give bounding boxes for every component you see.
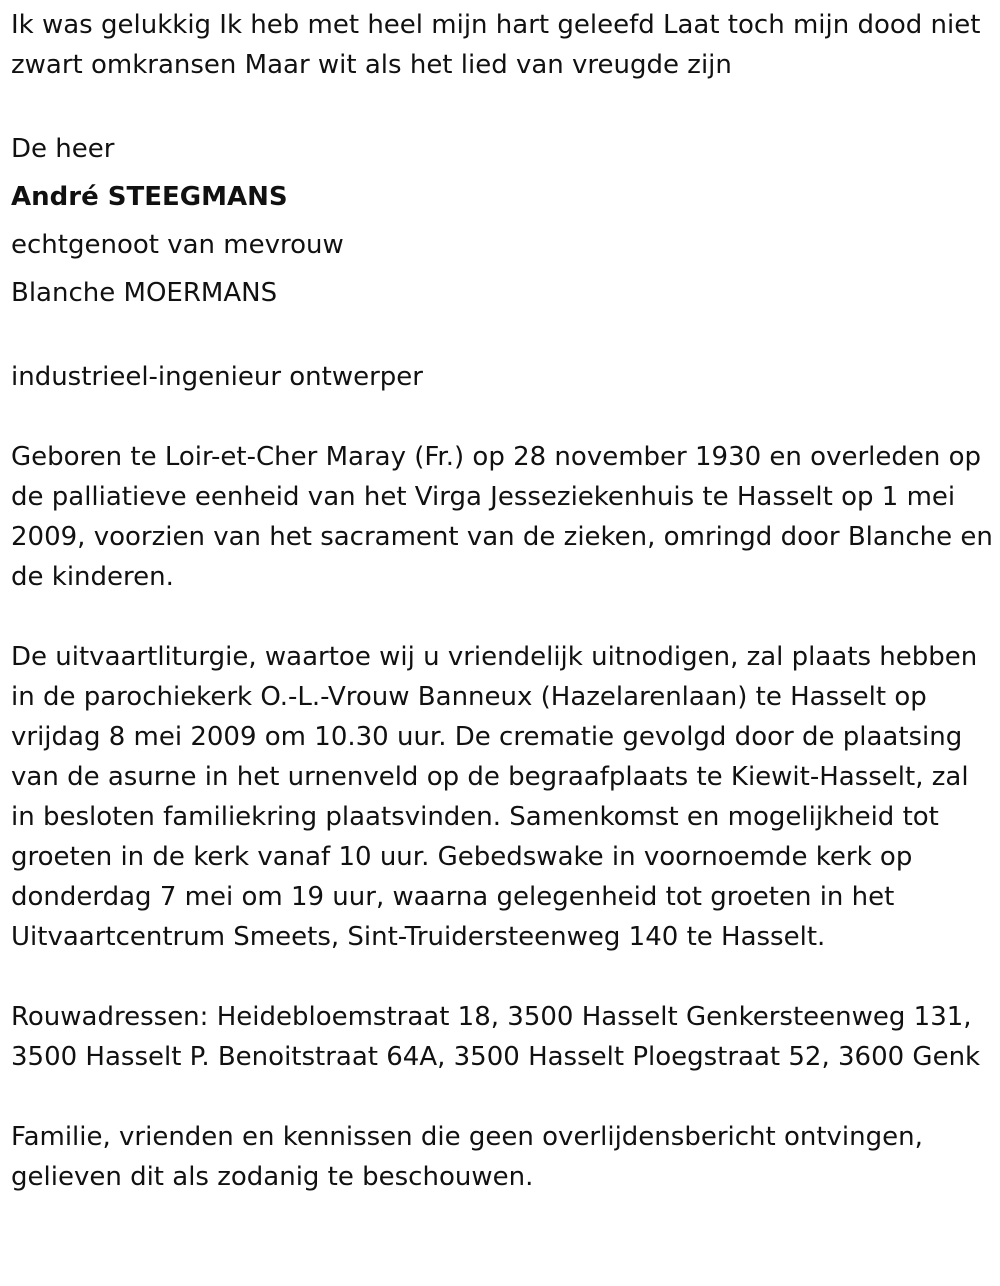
spacer	[11, 1077, 993, 1117]
obituary-document	[11, 5, 993, 1197]
profession: industrieel-ingenieur ontwerper	[11, 362, 423, 392]
salutation: De heer	[11, 134, 115, 164]
spacer	[11, 597, 993, 637]
closing-paragraph: Familie, vrienden en kennissen die geen overlijdensbericht ontvingen, gelieven dit als zodanig te beschouwen.	[11, 1122, 923, 1192]
relation-text: echtgenoot van mevrouw	[11, 230, 344, 260]
spacer	[11, 397, 993, 437]
deceased-name: André STEEGMANS	[11, 182, 288, 212]
spacer	[11, 317, 993, 357]
spacer	[11, 957, 993, 997]
motto-paragraph: Ik was gelukkig Ik heb met heel mijn hart geleefd Laat toch mijn dood niet zwart omkransen Maar wit als het lied van vreugde zijn	[11, 10, 981, 80]
funeral-paragraph: De uitvaartliturgie, waartoe wij u vriendelijk uitnodigen, zal plaats hebben in de parochiekerk O.-L.-Vrouw Banneux (Hazelarenlaan) te Hasselt op vrijdag 8 mei 2009 om 10.30 uur. De crematie gevolgd door de plaatsing van de asurne in het urnenveld op de begraafplaats te Kiewit-Hasselt, zal in besloten familiekring plaatsvinden. Samenkomst en mogelijkheid tot groeten in de kerk vanaf 10 uur. Gebedswake in voornoemde kerk op donderdag 7 mei om 19 uur, waarna gelegenheid tot groeten in het Uitvaartcentrum Smeets, Sint-Truidersteenweg 140 te Hasselt.	[11, 642, 978, 952]
addresses-paragraph: Rouwadressen: Heidebloemstraat 18, 3500 Hasselt Genkersteenweg 131, 3500 Hasselt P. Benoitstraat 64A, 3500 Hasselt Ploegstraat 52, 3600 Genk	[11, 1002, 981, 1072]
spouse-name: Blanche MOERMANS	[11, 278, 278, 308]
spacer	[11, 85, 993, 125]
birth-death-paragraph: Geboren te Loir-et-Cher Maray (Fr.) op 28 november 1930 en overleden op de palliatieve eenheid van het Virga Jesseziekenhuis te Hasselt op 1 mei 2009, voorzien van het sacrament van de zieken, omringd door Blanche en de kinderen.	[11, 442, 993, 592]
